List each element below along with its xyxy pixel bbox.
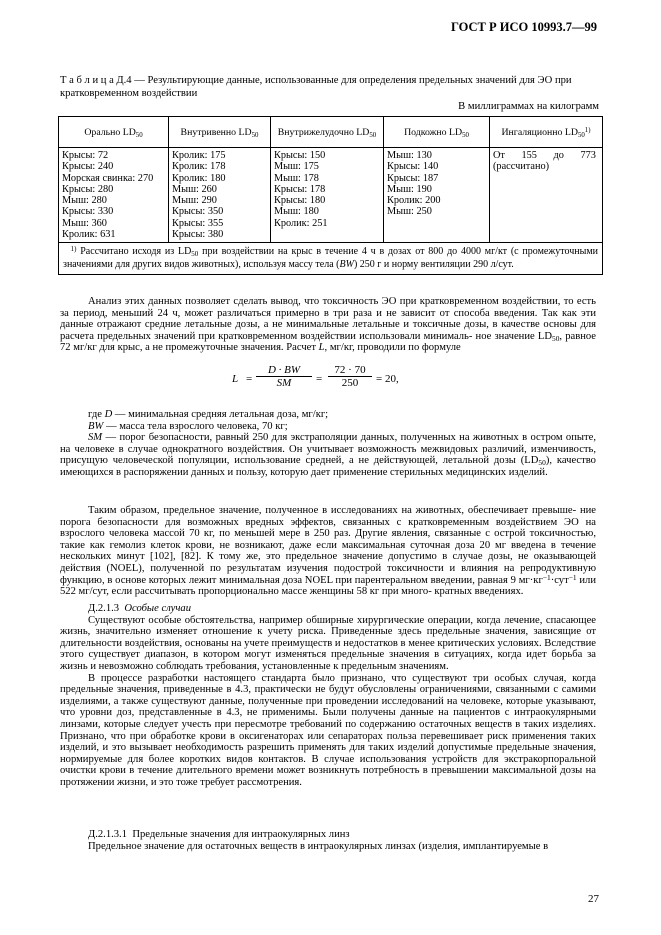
section-title: Предельные значения для интраокулярных линз [132, 829, 350, 840]
table-cell: Крысы: 350 [172, 206, 224, 218]
ld50-table [58, 116, 603, 275]
table-cell: Мыш: 190 [387, 183, 432, 195]
table-cell: Кролик: 631 [62, 229, 116, 241]
table-cell: Кролик: 178 [172, 161, 226, 173]
table-cell: Кролик: 175 [172, 150, 226, 161]
col-oral [59, 148, 169, 243]
table-cell: Крысы: 178 [274, 183, 326, 195]
table-cell: От 155 до 773 [493, 150, 596, 161]
table-cell: Мыш: 180 [274, 206, 319, 218]
table-cell: Мыш: 290 [172, 195, 217, 207]
header-iv: Внутривенно $LD_{50}$ [169, 117, 271, 148]
table-cell: Мыш: 250 [387, 206, 432, 218]
table-footnote-row [59, 243, 603, 275]
formula-denominator: 250 [341, 377, 359, 389]
section-number: Д.2.1.3 [88, 603, 120, 614]
table-cell: Крысы: 140 [387, 161, 439, 173]
document-id: ГОСТ Р ИСО 10993.7—99 [451, 20, 597, 34]
table-units: В миллиграммах на килограмм [458, 101, 599, 112]
header-oral: Орально $LD_{50}$ [59, 117, 169, 148]
formula-equals: = [246, 373, 253, 385]
table-cell: Крысы: 180 [274, 195, 326, 207]
table-header-row [59, 117, 603, 148]
table-cell: Кролик: 200 [387, 195, 441, 207]
col-subcutaneous [384, 148, 490, 243]
table-cell: (рассчитано) [493, 161, 550, 173]
special-cases-paragraph-2: В процессе разработки настоящего стандарта было признано, что существуют три особых случая, когда предельные значения, приведенные в 4.3, практически не будут обусловлены ограничениями, связанными с самими изделиями, а также существуют данные, полученные при проведении исследований на человеке, которые указывают, что уровни доз, представленные в 4.3, не применимы. Были получены данные на пациентов с интраокулярными линзами, которые следует учесть при пересмотре требований по содержанию остаточных веществ в таких изделиях. Признано, что при обработке крови в оксигенаторах или сепараторах польза перевешивает риск применения таких изделий, и это вызывает необходимость разрешить применять для таких изделий допустимые предельные значения, нормируемые для более коротких видов контактов. В случае использования устройств для экстракорпоральной очистки крови в течение длительного времени может возникнуть потребность в превышении максимальной дозы на протяжении жизни, и это тоже требует рассмотрения. [60, 672, 596, 788]
page-number: 27 [588, 893, 599, 905]
table-cell: Кролик: 251 [274, 217, 328, 229]
table-cell: Мыш: 175 [274, 161, 319, 173]
formula-fraction-numeric [328, 364, 372, 389]
table-cell: Крысы: 280 [62, 183, 114, 195]
header-intragastric: Внутрижелудочно $LD_{50}$ [271, 117, 384, 148]
table-cell: Крысы: 187 [387, 172, 439, 184]
table-cell: Крысы: 150 [274, 150, 326, 161]
section-title: Особые случаи [124, 603, 191, 614]
col-iv [169, 148, 271, 243]
header-inhalation: Ингаляционно $LD_{50}^{1)}$ [490, 117, 603, 148]
table-cell: Морская свинка: 270 [62, 172, 154, 184]
header-subcutaneous: Подкожно $LD_{50}$ [384, 117, 490, 148]
table-cell: Крысы: 240 [62, 161, 114, 173]
formula-denominator: SM [276, 377, 292, 389]
table-cell: Мыш: 178 [274, 172, 319, 184]
table-cell: Крысы: 330 [62, 206, 114, 218]
formula-numerator: 72 · 70 [328, 364, 372, 377]
table-cell: Мыш: 260 [172, 183, 217, 195]
table-footnote: $^{1)}$ Рассчитано исходя из $LD_{50}$ при воздействии на крыс в течение 4 ч в дозах от 800 до 4000 мг/кт (с промежуточными значениями для других видов животных), используя массу тела (BW) 250 г и норму вентиляции 290 л/сут. [59, 243, 603, 275]
special-cases-paragraph-1: Существуют особые обстоятельства, например обширные хирургические операции, когда лечение, спасающее жизнь, значительно изменяет отношение к учету риска. Приведенные здесь предельные значения, зависящие от длительности воздействия, основаны на учете преимуществ и недостатков в менее критических условиях. Вследствие этого существует диапазон, в котором могут изменяться предельные значения в ситуациях, когда идет борьба за жизнь и невозможно соблюдать требования, установленные к предельным значениям. [60, 614, 596, 672]
formula-result: = 20, [376, 373, 399, 385]
formula-lhs: L [232, 373, 239, 385]
table-cell: Мыш: 280 [62, 195, 107, 207]
paragraph-safety-margin: Таким образом, предельное значение, полученное в исследованиях на животных, обеспечивает превыше- ние порога безопасности для возможных вредных эффектов, связанных с кратковременным воздействием ЭО на взрослого человека массой 70 кг, по меньшей мере в 250 раз. Другие явления, связанные с острой токсичностью, такие как гемолиз клеток крови, не возникают, даже если максимальная суточная доза 20 мг введена в течение нескольких минут [102], [82]. К тому же, это предельное значение допустимо в случае дозы, не оказывающей действия (NOEL), полученной по результатам изучения подострой токсичности и влияния на репродуктивную функцию, в основе которых лежит минимальная доза NOEL при парентеральном введении, равная 9 $мг\cdot кг^{-1}\cdot сут^{-1}$ или 522 мг/сут, если рассчитывать пропорционально массе женщины 58 кг при много- кратных введениях. [60, 505, 597, 598]
table-cell: Крысы: 355 [172, 217, 224, 229]
table-body-row [59, 148, 603, 243]
table-caption: Т а б л и ц а Д.4 — Результирующие данные, использованные для определения предельных значений для ЭО при кратковременном воздействии [60, 75, 572, 99]
formula-fraction-symbolic [256, 364, 312, 389]
table-cell: Мыш: 360 [62, 217, 107, 229]
iol-paragraph: Предельное значение для остаточных веществ в интраокулярных линзах (изделия, имплантируемые в [88, 840, 549, 852]
section-special-cases [60, 603, 596, 789]
formula-numerator: D · BW [256, 364, 312, 377]
table-cell: Крысы: 72 [62, 150, 109, 161]
section-number: Д.2.1.3.1 [88, 829, 128, 840]
analysis-paragraph: Анализ этих данных позволяет сделать вывод, что токсичность ЭО при кратковременном воздействии, то есть за период, меньший 24 ч, может различаться примерно в три раза и не зависит от способа введения. Так как эти данные отражают средние летальные дозы, а не минимальные летальные и токсичные дозы, в качестве основы для расчета предельных значений при кратковременном воздействии использовали минималь- ное значение $LD_{50}$, равное 72 мг/кг для крыс, а не промежуточные значения. Расчет L, мг/кг, проводили по формуле [60, 296, 596, 354]
table-cell: Мыш: 130 [387, 150, 432, 161]
formula-equals: = [316, 373, 323, 385]
table-cell: Крысы: 380 [172, 229, 224, 241]
table-cell: Кролик: 180 [172, 172, 226, 184]
definitions: где D — минимальная средняя летальная доза, мг/кг; BW — масса тела взрослого человека, 70 кг; SM — порог безопасности, равный 250 для экстраполяции данных, полученных на животных в остром опыте, на человеке в случае однократного воздействия. Он учитывает возможность межвидовых различий, изменчивость, присущую человеческой популяции, использование средней, а не действующей, летальной дозы $(LD_{50})$, качество имеющихся в распоряжении данных и пользу, которую дает применение стерильных медицинских изделий. [60, 409, 596, 478]
col-intragastric [271, 148, 384, 243]
col-inhalation [490, 148, 603, 243]
section-iol [60, 829, 596, 852]
